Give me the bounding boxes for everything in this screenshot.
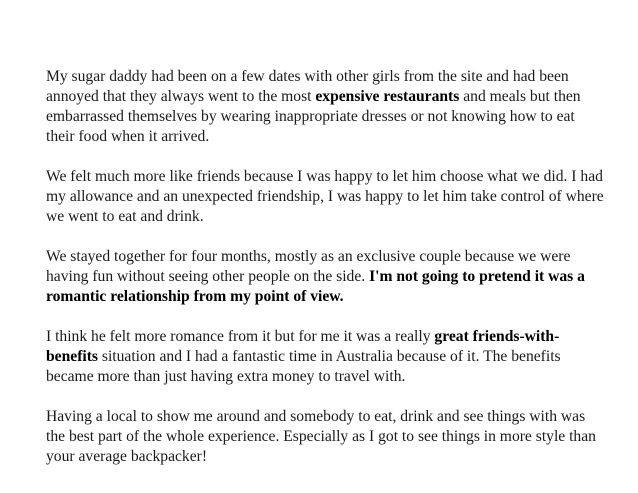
bold-phrase: expensive restaurants <box>315 88 460 105</box>
paragraph-text: I think he felt more romance from it but for me it was a really <box>46 328 435 345</box>
paragraph-text: We stayed together for four months, mostly as an exclusive couple because we were having fun without seeing other people on the side. <box>46 248 571 285</box>
text-body <box>46 67 606 467</box>
paragraph-text: situation and I had a fantastic time in Australia because of it. The benefits became more than just having extra money to travel with. <box>46 348 561 385</box>
bold-phrase: I'm not going to pretend it was a romantic relationship from my point of view. <box>46 268 585 305</box>
paragraph-1 <box>46 67 606 147</box>
paragraph-text: My sugar daddy had been on a few dates with other girls from the site and had been annoyed that they always went to the most <box>46 68 569 105</box>
paragraph-text: We felt much more like friends because I was happy to let him choose what we did. I had my allowance and an unexpected friendship, I was happy to let him take control of where we went to eat and drink. <box>46 168 604 225</box>
paragraph-4 <box>46 327 606 387</box>
paragraph-text: Having a local to show me around and somebody to eat, drink and see things with was the best part of the whole experience. Especially as I got to see things in more style than your average backpacker! <box>46 408 596 465</box>
bold-phrase: great friends-with-benefits <box>46 328 560 365</box>
paragraph-text: and meals but then embarrassed themselves by wearing inappropriate dresses or not knowing how to eat their food when it arrived. <box>46 88 581 145</box>
paragraph-3 <box>46 247 606 307</box>
paragraph-2 <box>46 167 606 227</box>
paragraph-5 <box>46 407 606 467</box>
